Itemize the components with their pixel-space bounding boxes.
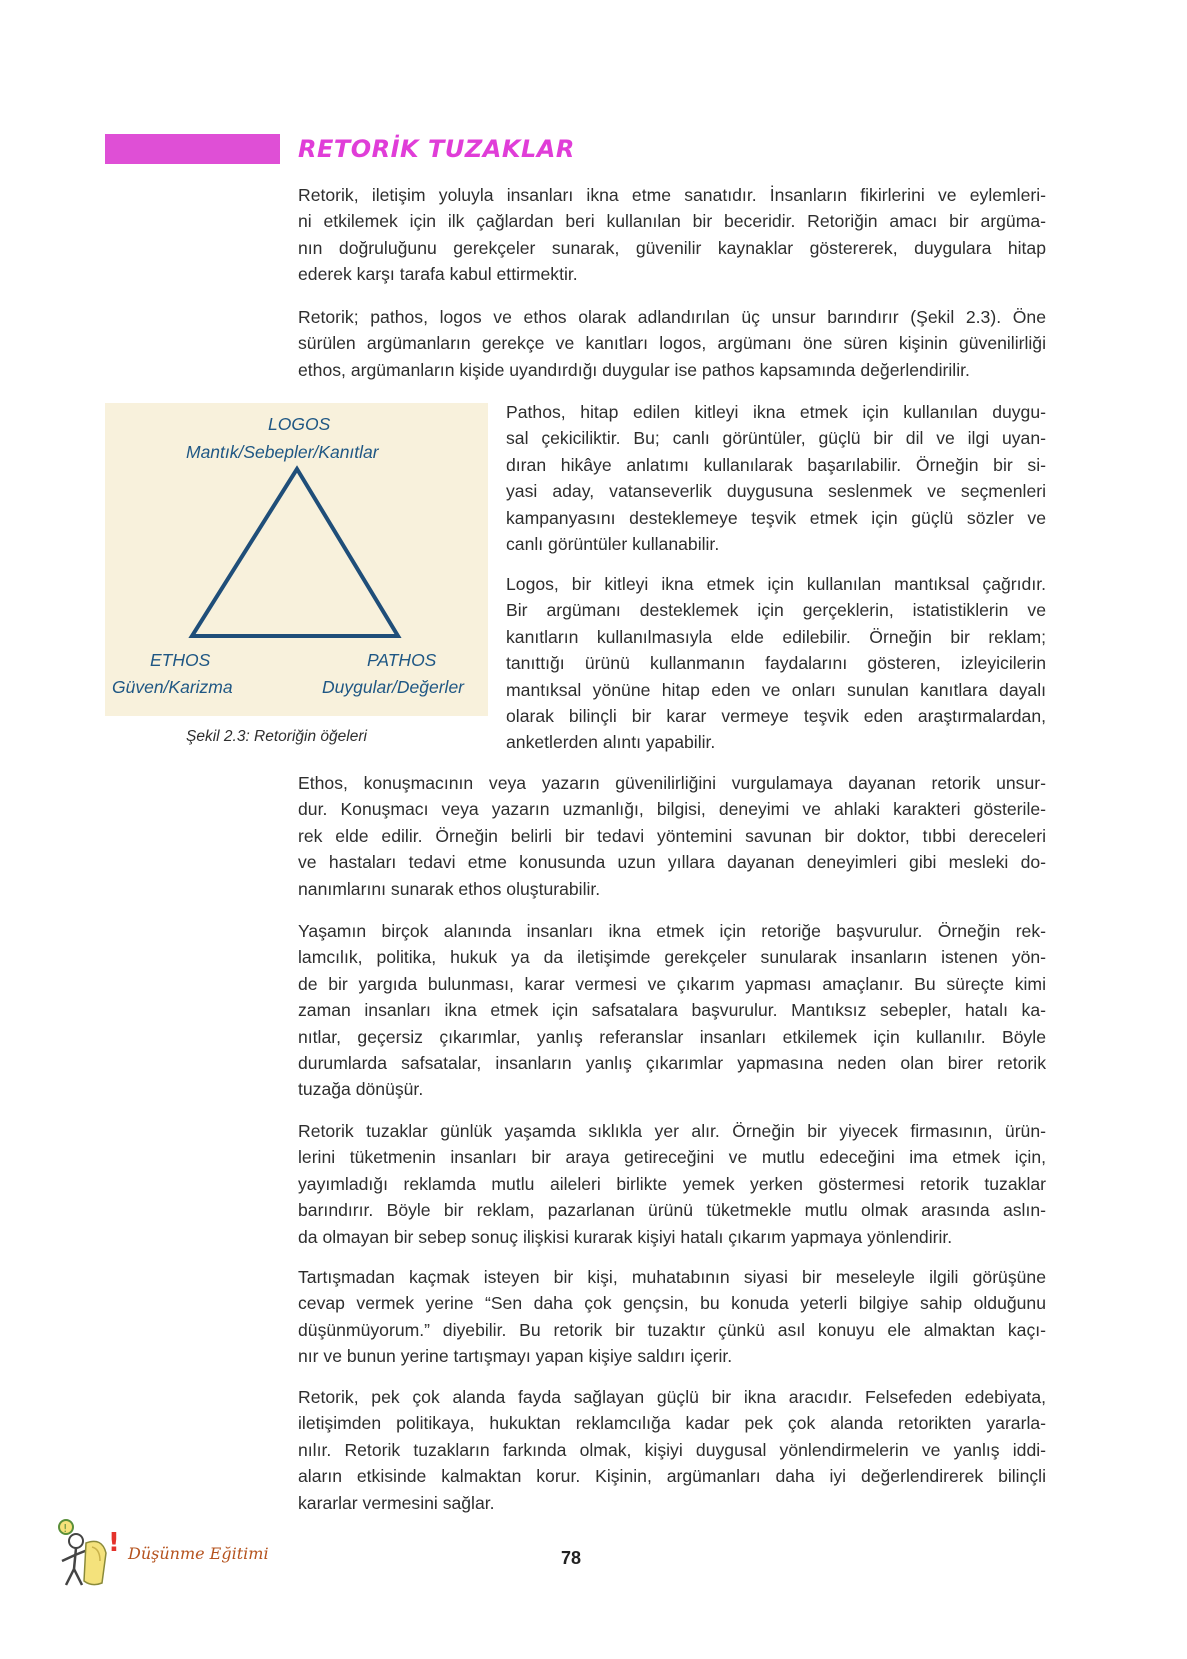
text-line: lerini tüketmenin insanları bir araya getireceğini ve mutlu edeceğini ima etmek için, [298, 1147, 1046, 1168]
text-line: ni etkilemek için ilk çağlardan beri kullanılan bir beceridir. Retoriğin amacı bir argüma- [298, 211, 1046, 232]
text-line: Retorik tuzaklar günlük yaşamda sıklıkla yer alır. Örneğin bir yiyecek firmasının, ürün- [298, 1121, 1046, 1141]
text-line: dur. Konuşmacı veya yazarın uzmanlığı, bilgisi, deneyimi ve ahlaki karakteri gösterile- [298, 799, 1046, 820]
section-accent-bar [105, 134, 280, 164]
text-line: da olmayan bir sebep sonuç ilişkisi kurarak kişiyi hatalı çıkarım yapmaya yönlendirir. [298, 1226, 953, 1247]
text-line: aların etkisinde kalmaktan korur. Kişinin, argümanları daha iyi değerlendirerek bilinçli [298, 1466, 1046, 1487]
text-line: Logos, bir kitleyi ikna etmek için kullanılan mantıksal çağrıdır. [506, 574, 1046, 594]
text-line: de bir yargıda bulunması, karar vermesi ve çıkarım yapması amaçlanır. Bu süreçte kimi [298, 973, 1046, 994]
text-line: Retorik, iletişim yoluyla insanları ikna etme sanatıdır. İnsanların fikirlerini ve eylemleri- [298, 185, 1046, 205]
text-line: ederek karşı tarafa kabul ettirmektir. [298, 264, 578, 285]
figure-caption: Şekil 2.3: Retoriğin öğeleri [186, 728, 367, 745]
text-line: mantıksal yönüne hitap eden ve onları sunulan kanıtlara dayalı [506, 679, 1046, 700]
paragraph-ethos [298, 770, 1046, 902]
pathos-description: Duygular/Değerler [322, 677, 465, 697]
text-line: dıran hikâye anlatımı kullanılarak başarılabilir. Örneğin bir si- [506, 454, 1046, 475]
text-line: tuzağa dönüşür. [298, 1079, 424, 1100]
text-line: Retorik; pathos, logos ve ethos olarak adlandırılan üç unsur barındırır (Şekil 2.3). Öne [298, 307, 1046, 327]
paragraph-conclusion [298, 1384, 1046, 1516]
text-line: rek elde edilir. Örneğin belirli bir tedavi yöntemini savunan bir doktor, tıbbi dereceleri [298, 825, 1046, 846]
text-line: yayımladığı reklamda mutlu aileleri birlikte yemek yerken göstermesi retorik tuzaklar [298, 1173, 1046, 1194]
svg-text:!: ! [63, 1522, 68, 1535]
text-line: sal çekiciliktir. Bu; canlı görüntüler, güçlü bir dil ve ilgi uyan- [506, 428, 1046, 449]
text-line: ve hastaları tedavi etme konusunda uzun yıllara dayanan deneyimleri gibi mesleki do- [298, 852, 1046, 873]
rhetoric-triangle [192, 469, 398, 636]
paragraph-fallacies [298, 918, 1046, 1103]
svg-text:!: ! [108, 1528, 120, 1558]
ethos-description: Güven/Karizma [112, 677, 233, 697]
text-line: nın doğruluğunu gerekçeler sunarak, güvenilir kaynaklar göstererek, duygulara hitap [298, 237, 1046, 258]
paragraph-example-ad [298, 1118, 1046, 1250]
text-line: anketlerden alıntı yapabilir. [506, 732, 716, 753]
text-line: durumlarda safsatalar, insanların yanlış çıkarımlar yapmasına neden olan birer retorik [298, 1053, 1046, 1074]
text-line: düşünmüyorum.” diyebilir. Bu retorik bir tuzaktır çünkü asıl konuyu ele almaktan kaçı- [298, 1319, 1046, 1340]
pathos-label: PATHOS [367, 650, 437, 670]
text-line: nılır. Retorik tuzakların farkında olmak, kişiyi duygusal yönlendirmelerin ve yanlış iddi- [298, 1439, 1046, 1460]
text-line: Retorik, pek çok alanda fayda sağlayan güçlü bir ikna aracıdır. Felsefeden edebiyata, [298, 1387, 1046, 1407]
text-line: iletişimden politikaya, hukuktan reklamcılığa kadar pek çok alanda retorikten yararla- [298, 1413, 1046, 1434]
text-line: sürülen argümanların gerekçe ve kanıtları logos, argümanı öne süren kişinin güvenilirliği [298, 333, 1046, 354]
logos-label: LOGOS [268, 414, 331, 434]
text-line: yasi aday, vatanseverlik duygusuna seslenmek ve seçmenleri [506, 481, 1046, 502]
text-line: nıtlar, geçersiz çıkarımlar, yanlış referanslar insanları etkilemek için kullanılır. Böyle [298, 1026, 1046, 1047]
text-line: barındırır. Böyle bir reklam, pazarlanan ürünü tüketmekle mutlu olmak arasında aslın- [298, 1200, 1046, 1221]
text-line: kanıtların kullanılmasıyla elde edilebilir. Örneğin bir reklam; [506, 626, 1046, 647]
text-line: nır ve bunun yerine tartışmayı yapan kişiye saldırı içerir. [298, 1346, 733, 1367]
text-line: kampanyasını desteklemeye teşvik etmek için güçlü sözler ve [506, 507, 1046, 528]
section-title: RETORİK TUZAKLAR [298, 135, 575, 163]
paragraph-logos [506, 571, 1046, 756]
paragraph-intro [298, 182, 1046, 288]
page-number: 78 [561, 1548, 582, 1568]
logos-description: Mantık/Sebepler/Kanıtlar [186, 442, 379, 462]
text-line: tanıttığı ürünü kullanmanın faydalarını gösteren, izleyicilerin [506, 653, 1046, 674]
text-line: Tartışmadan kaçmak isteyen bir kişi, muhatabının siyasi bir meseleyle ilgili görüşüne [298, 1267, 1046, 1287]
text-line: nanımlarını sunarak ethos oluşturabilir. [298, 878, 601, 899]
ethos-label: ETHOS [150, 650, 211, 670]
text-line: ethos, argümanların kişide uyandırdığı duygular ise pathos kapsamında değerlendirilir. [298, 359, 970, 380]
text-line: Pathos, hitap edilen kitleyi ikna etmek için kullanılan duygu- [506, 402, 1046, 422]
text-line: canlı görüntüler kullanabilir. [506, 534, 720, 555]
paragraph-pathos [506, 399, 1046, 557]
text-line: Bir argümanı desteklemek için gerçeklerin, istatistiklerin ve [506, 600, 1046, 621]
text-line: Yaşamın birçok alanında insanları ikna etmek için retoriğe başvurulur. Örneğin rek- [298, 921, 1046, 941]
rhetoric-triangle-diagram [186, 464, 406, 644]
text-line: cevap vermek yerine “Sen daha çok gençsin, bu konuda yeterli bilgiye sahip olduğunu [298, 1293, 1046, 1314]
thinking-figure-logo-icon [52, 1517, 124, 1589]
paragraph-elements [298, 304, 1046, 383]
paragraph-example-debate [298, 1264, 1046, 1370]
text-line: lamcılık, politika, hukuk ya da iletişimde gerekçeler sunularak insanların istenen yön- [298, 947, 1046, 968]
brand-name: Düşünme Eğitimi [128, 1544, 269, 1563]
text-line: Ethos, konuşmacının veya yazarın güvenilirliğini vurgulamaya dayanan retorik unsur- [298, 773, 1046, 793]
text-line: kararlar vermesini sağlar. [298, 1492, 495, 1513]
text-line: zaman insanları ikna etmek için safsatalara başvurulur. Mantıksız sebepler, hatalı ka- [298, 1000, 1046, 1021]
text-line: olarak bilinçli bir karar vermeye teşvik eden araştırmalardan, [506, 706, 1046, 727]
